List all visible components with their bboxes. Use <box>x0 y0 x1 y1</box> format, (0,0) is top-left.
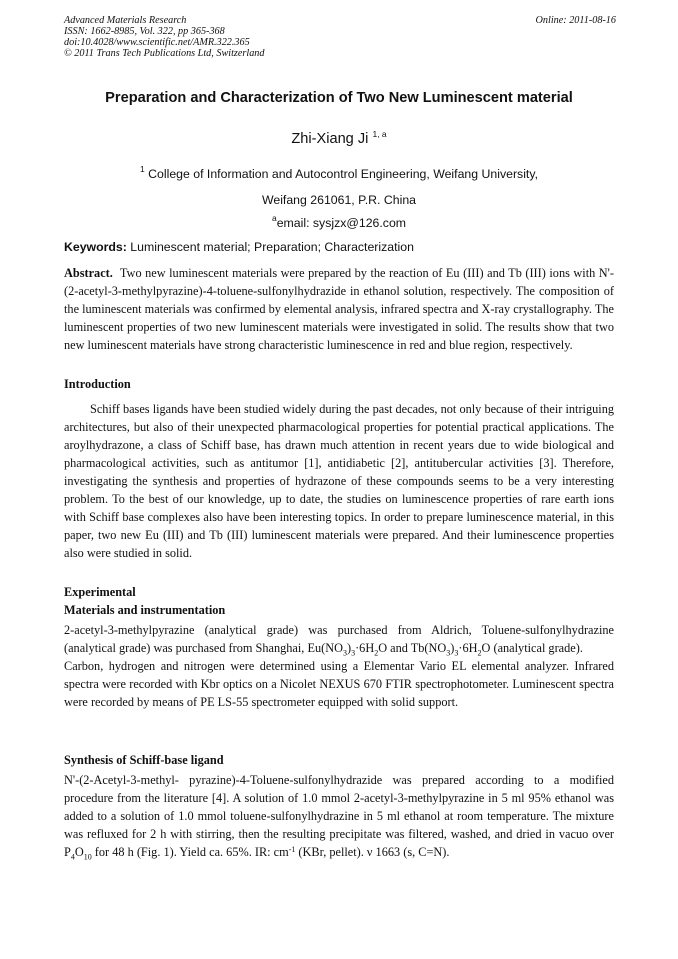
synthesis-section <box>64 771 614 861</box>
author-marks: 1, a <box>372 129 387 139</box>
abstract-label: Abstract. <box>64 266 113 280</box>
keywords-line <box>64 240 414 254</box>
materials-paragraph <box>64 621 614 657</box>
subscript: 3 <box>446 648 451 658</box>
synthesis-text-c: (KBr, pellet). ν 1663 (s, C=N). <box>295 845 450 859</box>
superscript: -1 <box>288 845 296 854</box>
subscript: 3 <box>454 648 459 658</box>
synthesis-text-a: N'-(2-Acetyl-3-methyl- pyrazine)-4-Toluene-sulfonylhydrazide was prepared according to a modified procedure from the literature [4]. A solution of 1.0 mmol 2-acetyl-3-methylpyrazine in 5 ml 95% ethanol was added to a solution of 1.0 mmol toluene-sulfonylhydrazine in 5 ml ethanol at room temperature. The mixture was refluxed for 2 h with stirring, then the resulting precipitate was filtered, washed, and dried in vacuo over P <box>64 773 614 859</box>
introduction-text: Schiff bases ligands have been studied widely during the past decades, not only because of their intriguing architectures, but also of their unexpected pharmacological properties for potential practical applications. The aroylhydrazone, a class of Schiff base, has drawn much attention in recent years due to wide biological and pharmacological activities, such as antitumor [1], antidiabetic [2], antitubercular activities [3]. Therefore, investigating the synthesis and properties of hydrazone of these compounds seems to be a very interesting problem. To the best of our knowledge, up to date, the studies on luminescence properties of rare earth ions with Schiff base complexes also have been interesting topics. In order to prepare luminescence material, in this paper, two new Eu (III) and Tb (III) luminescent materials were prepared. And their luminescence properties also were studied in solid. <box>64 402 614 560</box>
materials-text-d: O and Tb(NO <box>378 641 447 655</box>
materials-text-b: ) <box>346 641 352 655</box>
synthesis-text-b: for 48 h (Fig. 1). Yield ca. 65%. IR: cm <box>91 845 289 859</box>
paper-title: Preparation and Characterization of Two New Luminescent material <box>105 90 573 106</box>
keywords-label: Keywords: <box>64 240 127 254</box>
subscript: 2 <box>374 648 379 658</box>
materials-text-e: ) <box>450 641 455 655</box>
affiliation-mark: 1 <box>139 164 145 174</box>
introduction-section <box>64 400 614 562</box>
introduction-heading: Introduction <box>64 377 131 391</box>
doi-line: doi:10.4028/www.scientific.net/AMR.322.365 <box>64 37 250 48</box>
subscript: 2 <box>477 648 482 658</box>
subscript: 3 <box>342 648 347 658</box>
affiliation-line-1 <box>40 164 638 181</box>
abstract-section <box>64 264 614 354</box>
journal-header <box>64 15 616 59</box>
materials-text-f: ·6H <box>458 641 478 655</box>
author-name: Zhi-Xiang Ji <box>291 131 369 147</box>
materials-section <box>64 621 614 711</box>
email-text: email: sysjzx@126.com <box>276 216 407 230</box>
synthesis-heading: Synthesis of Schiff-base ligand <box>64 753 224 767</box>
materials-text-c: ·6H <box>355 641 375 655</box>
author-line <box>40 131 638 147</box>
copyright-line: © 2011 Trans Tech Publications Ltd, Switzerland <box>64 48 265 59</box>
email-line <box>40 213 638 230</box>
affiliation-line-2: Weifang 261061, P.R. China <box>261 193 417 207</box>
affiliation-text-1: College of Information and Autocontrol Engineering, Weifang University, <box>148 167 538 181</box>
journal-name: Advanced Materials Research <box>64 15 187 26</box>
synthesis-paragraph <box>64 771 614 861</box>
synthesis-text-mid: O <box>74 845 84 859</box>
email-mark: a <box>271 213 277 223</box>
materials-heading: Materials and instrumentation <box>64 603 226 617</box>
subscript: 4 <box>70 852 75 862</box>
experimental-heading: Experimental <box>64 585 136 599</box>
online-date: Online: 2011-08-16 <box>535 15 616 26</box>
subscript: 3 <box>351 648 356 658</box>
abstract-text: Two new luminescent materials were prepared by the reaction of Eu (III) and Tb (III) ions with N'-(2-acetyl-3-methylpyrazine)-4-toluene-sulfonylhydrazide in ethanol solution, respectively. The composition of the luminescent materials was confirmed by elemental analysis, infrared spectra and X-ray crystallography. The luminescent properties of two new luminescent materials were investigated in solid. The results show that two new luminescent materials have strong characteristic luminescence in red and blue region, respectively. <box>64 266 614 352</box>
instrumentation-paragraph: Carbon, hydrogen and nitrogen were determined using a Elementar Vario EL elemental analyzer. Infrared spectra were recorded with Kbr optics on a Nicolet NEXUS 670 FTIR spectrophotometer. Luminescent spectra were recorded by means of PE LS-55 spectrometer equipped with solid support. <box>64 659 614 709</box>
issn-line: ISSN: 1662-8985, Vol. 322, pp 365-368 <box>64 26 225 37</box>
materials-text-g: O (analytical grade). <box>481 641 583 655</box>
materials-text-a: 2-acetyl-3-methylpyrazine (analytical grade) was purchased from Aldrich, Toluene-sulfonylhydrazine (analytical grade) was purchased from Shanghai, Eu(NO <box>64 623 614 655</box>
subscript: 10 <box>83 852 92 862</box>
keywords-text: Luminescent material; Preparation; Characterization <box>130 240 414 254</box>
